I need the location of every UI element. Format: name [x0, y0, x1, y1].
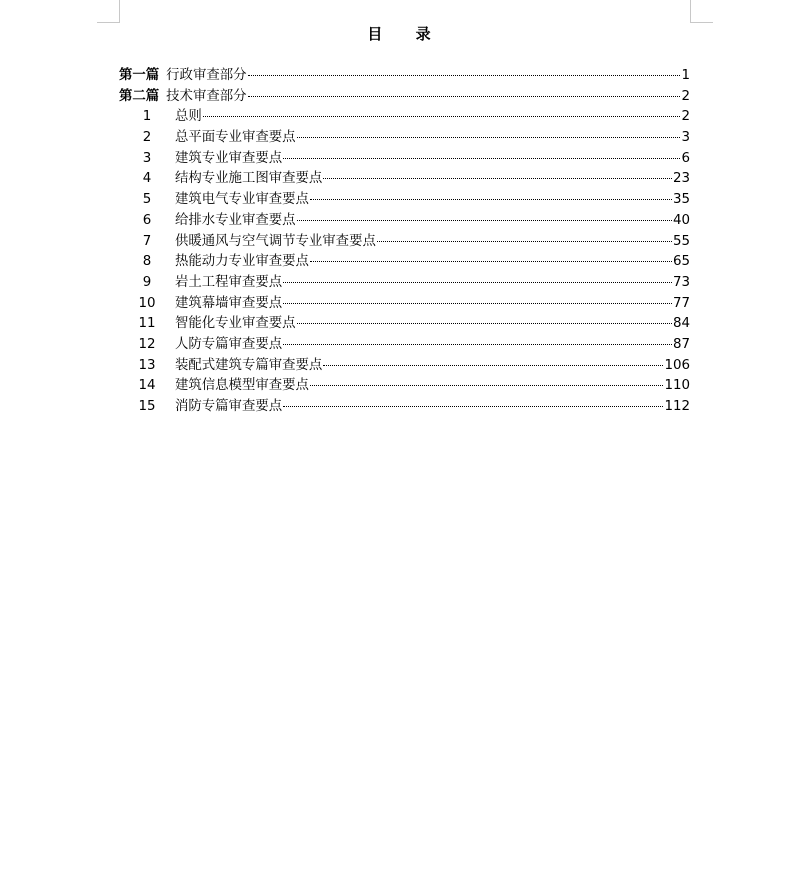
toc-leader-dots	[377, 241, 672, 242]
toc-item[interactable]	[119, 335, 690, 356]
toc-item[interactable]	[119, 294, 690, 315]
toc-part-label: 第二篇	[119, 88, 160, 104]
toc-part-1[interactable]	[119, 66, 690, 87]
toc-item-title: 建筑电气专业审查要点	[175, 192, 309, 208]
toc-item[interactable]	[119, 169, 690, 190]
toc-page-number: 110	[664, 378, 690, 394]
toc-item-title: 岩土工程审查要点	[175, 274, 283, 290]
toc-item-title: 装配式建筑专篇审查要点	[175, 357, 323, 373]
toc-item-number: 10	[138, 295, 156, 311]
toc-item-title: 总平面专业审查要点	[175, 130, 296, 146]
toc-item-number: 3	[142, 150, 152, 166]
toc-item-title: 智能化专业审查要点	[175, 316, 296, 332]
toc-leader-dots	[283, 158, 680, 159]
toc-leader-dots	[297, 220, 672, 221]
toc-page-number: 1	[681, 68, 690, 83]
toc-page-number: 40	[672, 212, 690, 228]
toc-part-title: 技术审查部分	[166, 88, 247, 104]
toc-item[interactable]	[119, 356, 690, 377]
toc-item[interactable]	[119, 376, 690, 397]
toc-leader-dots	[310, 199, 672, 200]
toc-item[interactable]	[119, 397, 690, 418]
toc-item-number: 15	[138, 399, 156, 414]
toc-page-number: 106	[664, 357, 690, 373]
toc-page-number: 35	[672, 192, 690, 208]
page-corner-mark-left	[97, 0, 120, 23]
toc-item[interactable]	[119, 128, 690, 149]
toc-item-title: 消防专篇审查要点	[175, 399, 283, 414]
toc-item-number: 5	[142, 192, 152, 208]
toc-item-title: 建筑幕墙审查要点	[175, 295, 283, 311]
toc-item[interactable]	[119, 314, 690, 335]
toc-page-number: 87	[672, 336, 690, 352]
toc-page-number: 65	[672, 254, 690, 270]
toc-page-number: 6	[681, 150, 690, 166]
toc-item-title: 供暖通风与空气调节专业审查要点	[175, 233, 376, 249]
toc-page-number: 112	[664, 399, 690, 414]
toc-leader-dots	[283, 406, 663, 407]
toc-page-number: 23	[672, 171, 690, 187]
toc-item-number: 7	[142, 233, 152, 249]
toc-item-title: 热能动力专业审查要点	[175, 254, 309, 270]
toc-item[interactable]	[119, 232, 690, 253]
toc-leader-dots	[283, 303, 672, 304]
toc-leader-dots	[283, 344, 672, 345]
toc-leader-dots	[203, 116, 681, 117]
toc-item-title: 给排水专业审查要点	[175, 212, 296, 228]
toc-item-number: 4	[142, 171, 152, 187]
toc-page-number: 55	[672, 233, 690, 249]
toc-page-number: 2	[681, 109, 690, 125]
toc-page-number: 84	[672, 316, 690, 332]
toc-item[interactable]	[119, 190, 690, 211]
toc-leader-dots	[248, 75, 681, 76]
toc-item[interactable]	[119, 211, 690, 232]
toc-item-title: 总则	[175, 109, 202, 125]
toc-item[interactable]	[119, 252, 690, 273]
toc-leader-dots	[323, 365, 663, 366]
toc-item-number: 8	[142, 254, 152, 270]
toc-page-number: 3	[681, 130, 690, 146]
toc-part-2[interactable]	[119, 87, 690, 108]
toc-heading: 目 录	[367, 25, 445, 43]
page-corner-mark-right	[690, 0, 713, 23]
toc-leader-dots	[297, 137, 681, 138]
toc-item[interactable]	[119, 273, 690, 294]
toc-page-number: 77	[672, 295, 690, 311]
toc-item-number: 2	[142, 130, 152, 146]
toc-item-title: 建筑专业审查要点	[175, 150, 283, 166]
toc-item[interactable]	[119, 107, 690, 128]
toc-item-number: 1	[142, 109, 152, 125]
toc-item-title: 建筑信息模型审查要点	[175, 378, 309, 394]
toc-item-number: 12	[138, 336, 156, 352]
toc-leader-dots	[248, 96, 681, 97]
toc-leader-dots	[283, 282, 672, 283]
toc-page-number: 73	[672, 274, 690, 290]
toc-item-number: 9	[142, 274, 152, 290]
toc-item-title: 结构专业施工图审查要点	[175, 171, 323, 187]
toc-item-number: 14	[138, 378, 156, 394]
toc-item-number: 13	[138, 357, 156, 373]
toc-item-number: 6	[142, 212, 152, 228]
toc-part-label: 第一篇	[119, 68, 160, 83]
toc-item-number: 11	[138, 316, 156, 332]
toc-item[interactable]	[119, 149, 690, 170]
toc-leader-dots	[310, 385, 664, 386]
toc-leader-dots	[323, 178, 672, 179]
toc-item-title: 人防专篇审查要点	[175, 336, 283, 352]
table-of-contents	[119, 66, 690, 418]
toc-page-number: 2	[681, 88, 690, 104]
toc-part-title: 行政审查部分	[166, 68, 247, 83]
toc-leader-dots	[297, 323, 672, 324]
toc-leader-dots	[310, 261, 672, 262]
